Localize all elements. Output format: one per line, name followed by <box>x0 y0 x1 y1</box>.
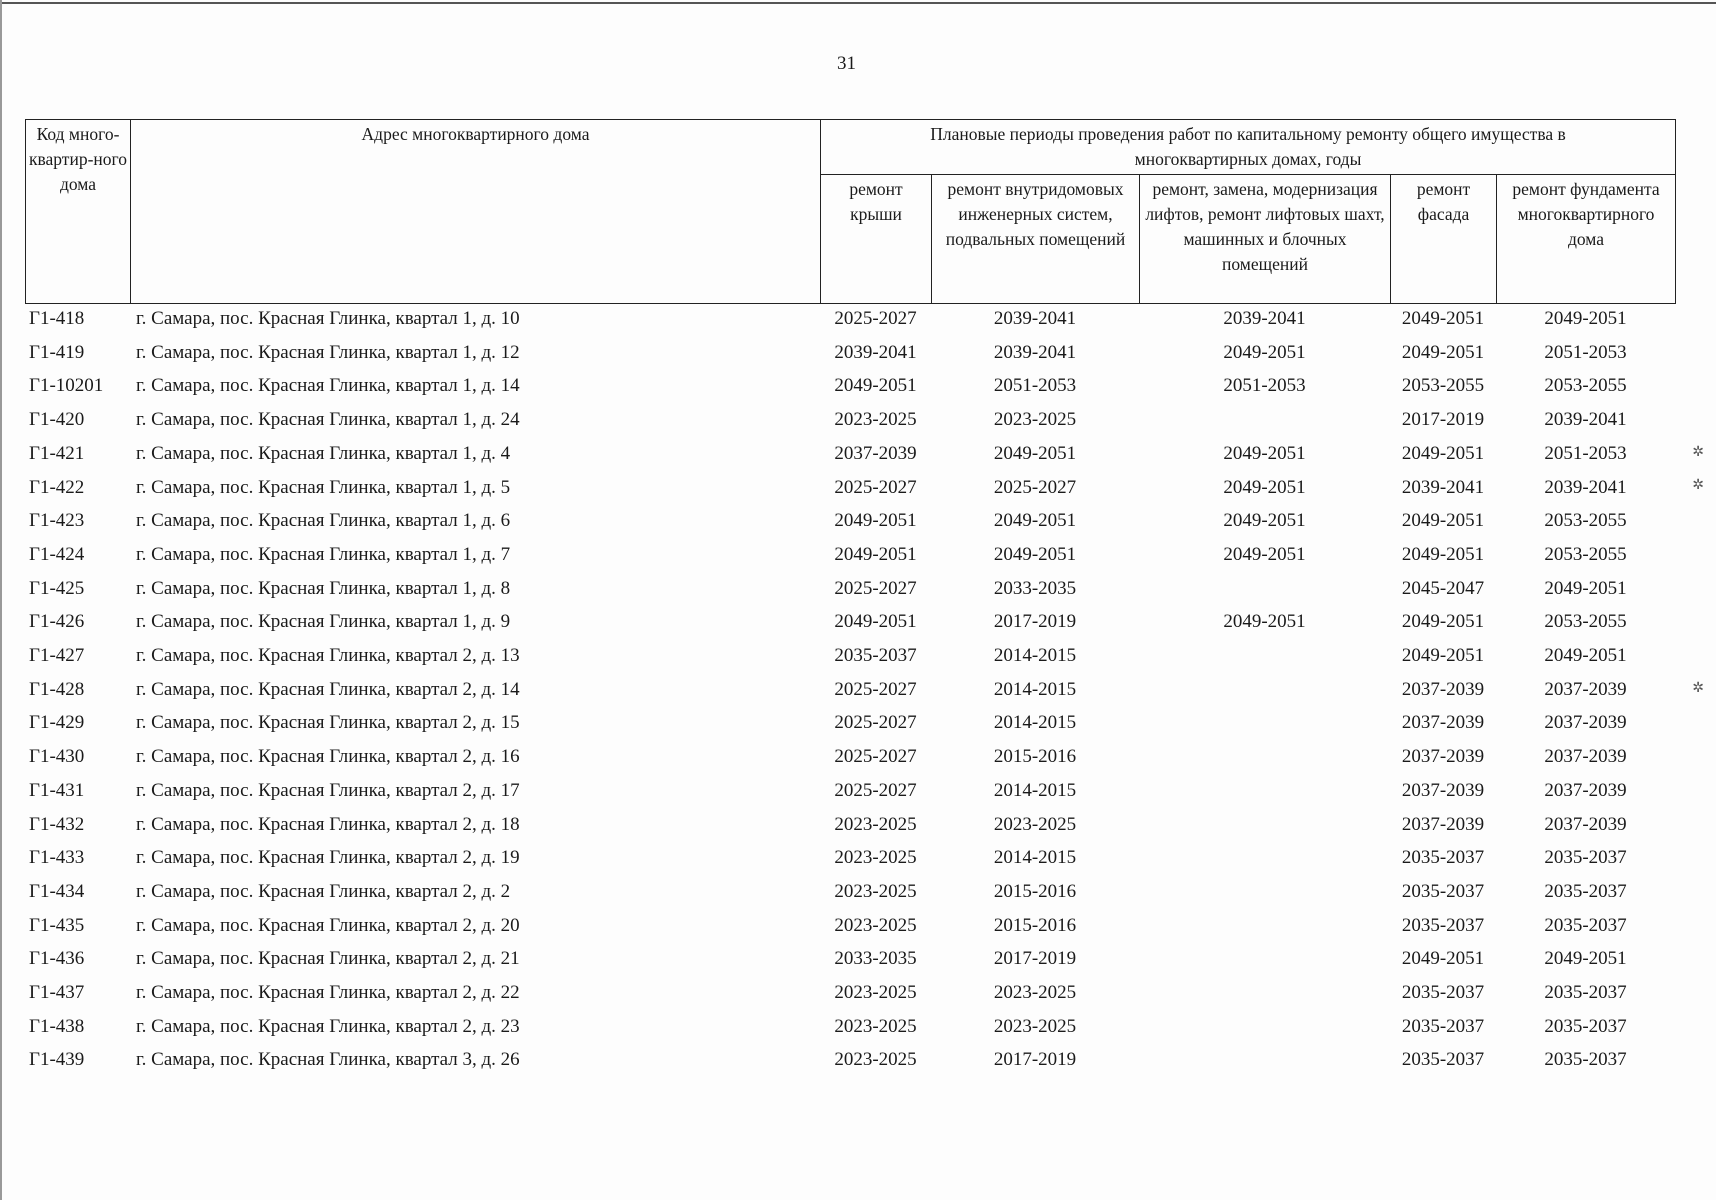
cell-elevators <box>1139 909 1390 943</box>
cell-roof: 2025-2027 <box>834 476 917 498</box>
table-row <box>25 437 1675 471</box>
header-roof: ремонт крыши <box>821 175 932 304</box>
table-row <box>25 706 1675 740</box>
cell-address: г. Самара, пос. Красная Глинка, квартал 2, д. 16 <box>136 746 520 768</box>
cell-roof: 2049-2051 <box>834 611 917 633</box>
cell-foundation: 2051-2053 <box>1544 442 1627 464</box>
cell-foundation: 2035-2037 <box>1544 1049 1627 1071</box>
cell-code: Г1-426 <box>29 611 85 633</box>
cell-code: Г1-423 <box>29 510 85 532</box>
cell-code: Г1-427 <box>29 645 85 667</box>
cell-code: Г1-431 <box>29 779 85 801</box>
cell-code: Г1-10201 <box>29 375 104 397</box>
cell-roof: 2023-2025 <box>834 409 917 431</box>
cell-systems: 2049-2051 <box>993 442 1077 464</box>
cell-facade: 2035-2037 <box>1401 982 1485 1004</box>
header-address: Адрес многоквартирного дома <box>131 120 821 304</box>
cell-facade: 2049-2051 <box>1401 308 1485 329</box>
cell-systems: 2033-2035 <box>993 577 1077 599</box>
scan-artifact: ✲ <box>1692 478 1704 493</box>
cell-roof: 2025-2027 <box>834 678 917 700</box>
cell-foundation: 2049-2051 <box>1544 308 1627 329</box>
cell-roof: 2049-2051 <box>834 375 917 397</box>
cell-foundation: 2037-2039 <box>1544 712 1627 734</box>
cell-foundation: 2035-2037 <box>1544 880 1627 902</box>
cell-address: г. Самара, пос. Красная Глинка, квартал 1, д. 9 <box>136 611 511 633</box>
table-row <box>25 538 1675 572</box>
cell-foundation: 2049-2051 <box>1544 645 1627 667</box>
cell-foundation: 2039-2041 <box>1544 476 1627 498</box>
cell-elevators: 2049-2051 <box>1223 341 1306 363</box>
cell-elevators <box>1139 403 1390 437</box>
table-row <box>25 572 1675 606</box>
cell-facade: 2035-2037 <box>1401 847 1485 869</box>
cell-systems: 2023-2025 <box>993 813 1077 835</box>
cell-address: г. Самара, пос. Красная Глинка, квартал 1, д. 7 <box>136 543 511 565</box>
cell-code: Г1-418 <box>29 308 85 329</box>
cell-systems: 2015-2016 <box>993 746 1077 768</box>
cell-code: Г1-420 <box>29 409 85 431</box>
cell-elevators: 2039-2041 <box>1223 308 1306 329</box>
cell-systems: 2039-2041 <box>993 308 1077 329</box>
cell-address: г. Самара, пос. Красная Глинка, квартал 2, д. 15 <box>136 712 520 734</box>
table-header <box>25 119 1676 304</box>
cell-systems: 2014-2015 <box>993 779 1077 801</box>
cell-roof: 2025-2027 <box>834 779 917 801</box>
cell-facade: 2037-2039 <box>1401 813 1485 835</box>
cell-systems: 2025-2027 <box>993 476 1077 498</box>
cell-roof: 2023-2025 <box>834 1049 917 1071</box>
cell-code: Г1-437 <box>29 982 85 1004</box>
cell-roof: 2049-2051 <box>834 510 917 532</box>
cell-facade: 2049-2051 <box>1401 442 1485 464</box>
table-row <box>25 302 1675 336</box>
cell-elevators <box>1139 1043 1390 1077</box>
cell-elevators <box>1139 639 1390 673</box>
cell-facade: 2037-2039 <box>1401 779 1485 801</box>
cell-roof: 2033-2035 <box>834 948 917 970</box>
cell-systems: 2023-2025 <box>993 409 1077 431</box>
header-systems: ремонт внутридомовых инженерных систем, подвальных помещений <box>932 175 1140 304</box>
cell-foundation: 2037-2039 <box>1544 779 1627 801</box>
cell-address: г. Самара, пос. Красная Глинка, квартал 1, д. 10 <box>136 308 520 329</box>
scan-artifact: ✲ <box>1692 681 1704 696</box>
cell-foundation: 2053-2055 <box>1544 375 1627 397</box>
cell-code: Г1-422 <box>29 476 85 498</box>
cell-roof: 2025-2027 <box>834 577 917 599</box>
cell-facade: 2049-2051 <box>1401 948 1485 970</box>
table-row <box>25 403 1675 437</box>
cell-code: Г1-435 <box>29 914 85 936</box>
cell-code: Г1-428 <box>29 678 85 700</box>
cell-facade: 2045-2047 <box>1401 577 1485 599</box>
cell-address: г. Самара, пос. Красная Глинка, квартал 3, д. 26 <box>136 1049 520 1071</box>
table-row <box>25 336 1675 370</box>
cell-foundation: 2049-2051 <box>1544 948 1627 970</box>
cell-elevators <box>1139 942 1390 976</box>
cell-systems: 2023-2025 <box>993 982 1077 1004</box>
cell-code: Г1-421 <box>29 442 85 464</box>
cell-foundation: 2051-2053 <box>1544 341 1627 363</box>
cell-systems: 2049-2051 <box>993 510 1077 532</box>
table-row <box>25 875 1675 909</box>
table-row <box>25 1010 1675 1044</box>
cell-address: г. Самара, пос. Красная Глинка, квартал 2, д. 23 <box>136 1015 520 1037</box>
cell-elevators <box>1139 1010 1390 1044</box>
cell-address: г. Самара, пос. Красная Глинка, квартал 1, д. 4 <box>136 442 511 464</box>
cell-roof: 2025-2027 <box>834 308 917 329</box>
cell-roof: 2035-2037 <box>834 645 917 667</box>
cell-systems: 2014-2015 <box>993 712 1077 734</box>
cell-roof: 2023-2025 <box>834 914 917 936</box>
cell-code: Г1-419 <box>29 341 85 363</box>
cell-address: г. Самара, пос. Красная Глинка, квартал 2, д. 18 <box>136 813 520 835</box>
cell-foundation: 2035-2037 <box>1544 914 1627 936</box>
cell-address: г. Самара, пос. Красная Глинка, квартал 1, д. 24 <box>136 409 520 431</box>
cell-elevators <box>1139 808 1390 842</box>
cell-address: г. Самара, пос. Красная Глинка, квартал 1, д. 8 <box>136 577 511 599</box>
cell-address: г. Самара, пос. Красная Глинка, квартал 1, д. 5 <box>136 476 511 498</box>
left-border-line <box>0 0 2 1200</box>
cell-code: Г1-438 <box>29 1015 85 1037</box>
cell-facade: 2035-2037 <box>1401 914 1485 936</box>
cell-foundation: 2039-2041 <box>1544 409 1627 431</box>
cell-elevators <box>1139 572 1390 606</box>
cell-foundation: 2035-2037 <box>1544 982 1627 1004</box>
cell-code: Г1-424 <box>29 543 85 565</box>
cell-address: г. Самара, пос. Красная Глинка, квартал 2, д. 2 <box>136 880 511 902</box>
cell-elevators: 2049-2051 <box>1223 510 1306 532</box>
cell-foundation: 2035-2037 <box>1544 1015 1627 1037</box>
cell-address: г. Самара, пос. Красная Глинка, квартал 2, д. 17 <box>136 779 520 801</box>
table-row <box>25 369 1675 403</box>
cell-foundation: 2037-2039 <box>1544 678 1627 700</box>
header-elevators: ремонт, замена, модернизация лифтов, ремонт лифтовых шахт, машинных и блочных помещений <box>1140 175 1391 304</box>
cell-facade: 2035-2037 <box>1401 1015 1485 1037</box>
cell-foundation: 2053-2055 <box>1544 543 1627 565</box>
table-body <box>25 302 1675 1077</box>
cell-elevators: 2049-2051 <box>1223 442 1306 464</box>
header-foundation: ремонт фундамента многоквартирного дома <box>1497 175 1676 304</box>
top-border-line <box>0 2 1716 4</box>
cell-facade: 2049-2051 <box>1401 611 1485 633</box>
table-row <box>25 673 1675 707</box>
cell-facade: 2037-2039 <box>1401 678 1485 700</box>
cell-roof: 2023-2025 <box>834 813 917 835</box>
cell-roof: 2025-2027 <box>834 712 917 734</box>
table-row <box>25 808 1675 842</box>
cell-systems: 2039-2041 <box>993 341 1077 363</box>
cell-systems: 2017-2019 <box>993 1049 1077 1071</box>
cell-facade: 2049-2051 <box>1401 510 1485 532</box>
header-facade: ремонт фасада <box>1391 175 1497 304</box>
cell-code: Г1-430 <box>29 746 85 768</box>
cell-code: Г1-432 <box>29 813 85 835</box>
cell-code: Г1-433 <box>29 847 85 869</box>
table-row <box>25 504 1675 538</box>
cell-code: Г1-436 <box>29 948 85 970</box>
cell-foundation: 2049-2051 <box>1544 577 1627 599</box>
cell-elevators <box>1139 740 1390 774</box>
header-planned-periods: Плановые периоды проведения работ по капитальному ремонту общего имущества в многоквартирных домах, годы <box>821 120 1676 175</box>
cell-roof: 2049-2051 <box>834 543 917 565</box>
cell-elevators: 2049-2051 <box>1223 611 1306 633</box>
cell-code: Г1-425 <box>29 577 85 599</box>
cell-roof: 2023-2025 <box>834 1015 917 1037</box>
cell-roof: 2025-2027 <box>834 746 917 768</box>
cell-elevators <box>1139 673 1390 707</box>
cell-elevators <box>1139 841 1390 875</box>
cell-roof: 2037-2039 <box>834 442 917 464</box>
cell-facade: 2053-2055 <box>1401 375 1485 397</box>
header-code: Код много-квартир-ного дома <box>26 120 131 304</box>
cell-systems: 2014-2015 <box>993 678 1077 700</box>
cell-roof: 2023-2025 <box>834 880 917 902</box>
cell-foundation: 2037-2039 <box>1544 746 1627 768</box>
scan-artifact: ✲ <box>1692 445 1704 460</box>
cell-elevators <box>1139 976 1390 1010</box>
cell-foundation: 2053-2055 <box>1544 611 1627 633</box>
table-row <box>25 605 1675 639</box>
cell-code: Г1-429 <box>29 712 85 734</box>
table-row <box>25 774 1675 808</box>
table-row <box>25 740 1675 774</box>
cell-facade: 2017-2019 <box>1401 409 1485 431</box>
cell-address: г. Самара, пос. Красная Глинка, квартал 2, д. 19 <box>136 847 520 869</box>
table-row <box>25 976 1675 1010</box>
cell-facade: 2035-2037 <box>1401 880 1485 902</box>
cell-roof: 2023-2025 <box>834 847 917 869</box>
cell-facade: 2039-2041 <box>1401 476 1485 498</box>
cell-code: Г1-439 <box>29 1049 85 1071</box>
cell-address: г. Самара, пос. Красная Глинка, квартал 2, д. 20 <box>136 914 520 936</box>
cell-roof: 2023-2025 <box>834 982 917 1004</box>
cell-facade: 2037-2039 <box>1401 746 1485 768</box>
cell-systems: 2017-2019 <box>993 948 1077 970</box>
cell-address: г. Самара, пос. Красная Глинка, квартал 2, д. 13 <box>136 645 520 667</box>
cell-address: г. Самара, пос. Красная Глинка, квартал 1, д. 14 <box>136 375 520 397</box>
table-row <box>25 841 1675 875</box>
table-row <box>25 909 1675 943</box>
cell-systems: 2015-2016 <box>993 880 1077 902</box>
table-row <box>25 1043 1675 1077</box>
cell-address: г. Самара, пос. Красная Глинка, квартал 1, д. 6 <box>136 510 511 532</box>
cell-foundation: 2053-2055 <box>1544 510 1627 532</box>
cell-facade: 2049-2051 <box>1401 543 1485 565</box>
cell-facade: 2035-2037 <box>1401 1049 1485 1071</box>
table-row <box>25 471 1675 505</box>
cell-elevators: 2049-2051 <box>1223 476 1306 498</box>
table-row <box>25 639 1675 673</box>
cell-foundation: 2035-2037 <box>1544 847 1627 869</box>
cell-elevators: 2049-2051 <box>1223 543 1306 565</box>
cell-elevators <box>1139 706 1390 740</box>
page-number: 31 <box>837 53 856 74</box>
cell-systems: 2023-2025 <box>993 1015 1077 1037</box>
cell-address: г. Самара, пос. Красная Глинка, квартал 1, д. 12 <box>136 341 520 363</box>
cell-address: г. Самара, пос. Красная Глинка, квартал 2, д. 22 <box>136 982 520 1004</box>
cell-elevators <box>1139 875 1390 909</box>
cell-systems: 2051-2053 <box>993 375 1077 397</box>
cell-systems: 2014-2015 <box>993 847 1077 869</box>
cell-systems: 2015-2016 <box>993 914 1077 936</box>
cell-foundation: 2037-2039 <box>1544 813 1627 835</box>
cell-facade: 2037-2039 <box>1401 712 1485 734</box>
cell-elevators <box>1139 774 1390 808</box>
cell-code: Г1-434 <box>29 880 85 902</box>
cell-roof: 2039-2041 <box>834 341 917 363</box>
cell-systems: 2014-2015 <box>993 645 1077 667</box>
cell-facade: 2049-2051 <box>1401 341 1485 363</box>
table-row <box>25 942 1675 976</box>
cell-systems: 2049-2051 <box>993 543 1077 565</box>
cell-systems: 2017-2019 <box>993 611 1077 633</box>
cell-facade: 2049-2051 <box>1401 645 1485 667</box>
cell-elevators: 2051-2053 <box>1223 375 1306 397</box>
cell-address: г. Самара, пос. Красная Глинка, квартал 2, д. 21 <box>136 948 520 970</box>
cell-address: г. Самара, пос. Красная Глинка, квартал 2, д. 14 <box>136 678 520 700</box>
